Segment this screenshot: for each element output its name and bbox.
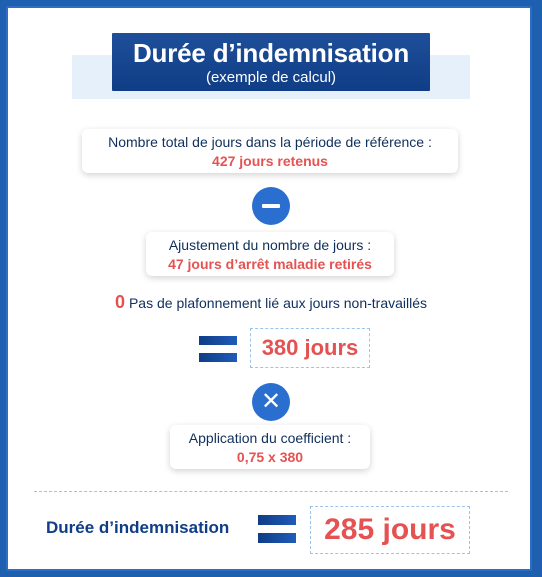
plafond-zero: 0 <box>114 292 125 312</box>
coefficient-card <box>170 425 370 469</box>
times-icon: ✕ <box>252 383 290 421</box>
coefficient-label: Application du coefficient : <box>188 430 352 446</box>
separator-line <box>34 491 508 492</box>
final-label: Durée d’indemnisation <box>46 518 230 537</box>
plafond-line <box>0 292 542 313</box>
plafond-text: Pas de plafonnement lié aux jours non-travaillés <box>128 295 428 311</box>
subtotal-value: 380 jours <box>261 335 359 360</box>
final-equals-icon <box>258 515 296 543</box>
final-result-box <box>310 506 470 554</box>
reference-period-value: 427 jours retenus <box>212 153 328 169</box>
subtotal-box <box>250 328 370 368</box>
adjustment-value: 47 jours d’arrêt maladie retirés <box>168 256 372 272</box>
adjustment-label: Ajustement du nombre de jours : <box>168 237 372 253</box>
coefficient-value: 0,75 x 380 <box>236 449 304 465</box>
adjustment-card <box>146 232 394 276</box>
title-main: Durée d’indemnisation <box>132 38 410 68</box>
equals-icon <box>199 336 237 362</box>
reference-period-label: Nombre total de jours dans la période de référence : <box>108 134 432 150</box>
title-banner <box>112 33 430 91</box>
reference-period-card <box>82 129 458 173</box>
title-subtitle: (exemple de calcul) <box>205 69 337 86</box>
final-result-value: 285 jours <box>324 513 456 546</box>
minus-icon <box>252 187 290 225</box>
